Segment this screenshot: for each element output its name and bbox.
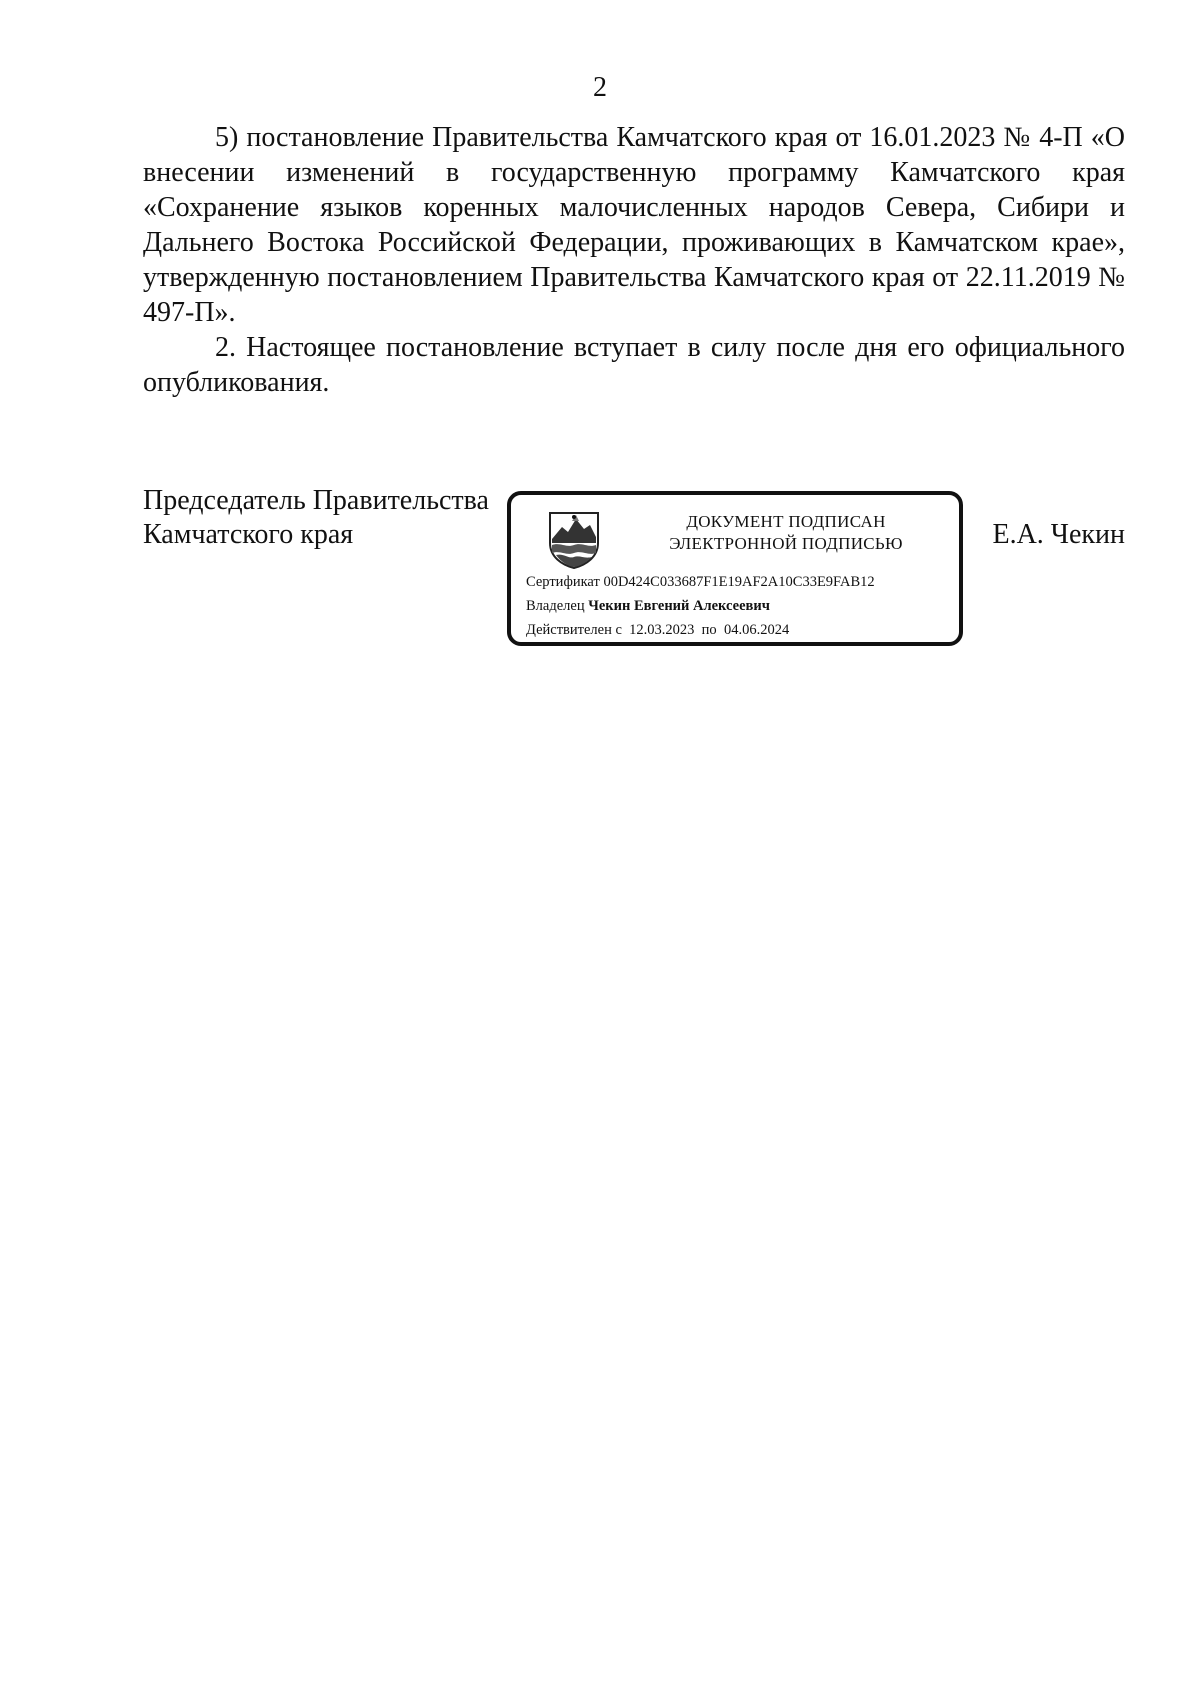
paragraph-clause-2: 2. Настоящее постановление вступает в силу после дня его официального опубликования.	[143, 332, 1125, 398]
page-number: 2	[593, 72, 607, 103]
valid-to-label: по	[701, 622, 717, 638]
stamp-title-line1: ДОКУМЕНТ ПОДПИСАН	[686, 512, 886, 531]
stamp-title	[611, 511, 961, 555]
stamp-title-line2: ЭЛЕКТРОННОЙ ПОДПИСЬЮ	[669, 534, 903, 553]
signatory-position-line1: Председатель Правительства	[143, 485, 489, 516]
owner-label: Владелец	[526, 598, 585, 614]
signatory-position-line2: Камчатского края	[143, 519, 354, 550]
document-body	[143, 120, 1125, 400]
owner-value: Чекин Евгений Алексеевич	[588, 598, 770, 614]
stamp-owner-line	[526, 597, 770, 615]
signer-name: Е.А. Чекин	[992, 519, 1125, 550]
kamchatka-coat-of-arms-icon	[546, 509, 602, 569]
stamp-validity-line	[526, 621, 789, 639]
valid-from-label: Действителен с	[526, 622, 622, 638]
valid-to-date: 04.06.2024	[723, 622, 790, 638]
stamp-certificate-line	[526, 573, 875, 591]
valid-from-date: 12.03.2023	[629, 622, 695, 638]
paragraph-item-5: 5) постановление Правительства Камчатского края от 16.01.2023 № 4-П «О внесении изменений в государственную программу Камчатского края «Сохранение языков коренных малочисленных народов Севера, Сибири и Дальнего Востока Российской Федерации, проживающих в Камчатском крае», утвержденную постановлением Правительства Камчатского края от 22.11.2019 № 497-П».	[143, 122, 1125, 328]
signatory-position	[143, 484, 489, 552]
electronic-signature-stamp	[507, 491, 963, 646]
certificate-label: Сертификат	[526, 574, 600, 590]
certificate-value: 00D424C033687F1E19AF2A10C33E9FAB12	[603, 574, 875, 590]
